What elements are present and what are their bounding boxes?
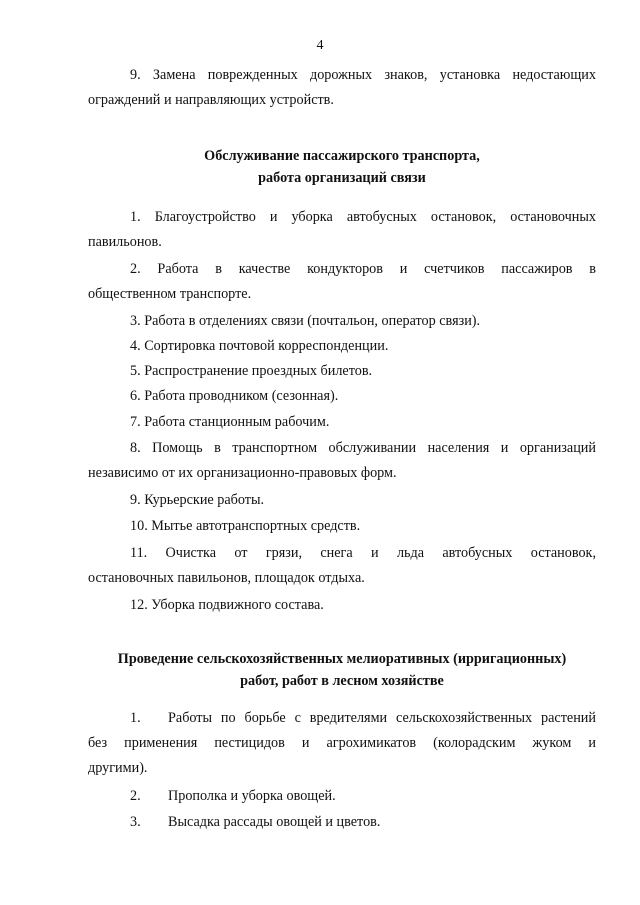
section-1-item-12 [88,593,596,618]
section-1-item-10 [88,514,596,539]
section-2-heading-line: Проведение сельскохозяйственных мелиоративных (ирригационных) [117,651,567,667]
item-line: 5. Распространение проездных билетов. [130,363,373,379]
section-2-item-1 [88,706,596,781]
section-1-item-7 [88,410,596,435]
item-line: 1. Благоустройство и уборка автобусных остановок, остановочных [130,209,596,225]
section-1-heading-line: Обслуживание пассажирского транспорта, [204,148,480,164]
item-line: 10. Мытье автотранспортных средств. [130,518,361,534]
section-1-heading-line: работа организаций связи [258,170,426,186]
item-line: павильонов. [88,234,162,250]
item-text: Работы по борьбе с вредителями сельскохозяйственных растений [168,710,596,726]
section-1-item-1 [88,205,596,255]
item-line: независимо от их организационно-правовых форм. [88,465,397,481]
section-1-heading [88,145,596,189]
item-line: 11. Очистка от грязи, снега и льда автобусных остановок, [130,545,596,561]
top-item-line: ограждений и направляющих устройств. [88,92,334,108]
section-1-item-9 [88,488,596,513]
item-line [88,784,596,809]
item-line: 7. Работа станционным рабочим. [130,414,330,430]
item-line: 2. Работа в качестве кондукторов и счетчиков пассажиров в [130,261,596,277]
item-line: 9. Курьерские работы. [130,492,265,508]
item-line: 6. Работа проводником (сезонная). [130,388,339,404]
page-number: 4 [316,38,324,53]
section-1-item-4 [88,334,596,359]
item-line: общественном транспорте. [88,286,252,302]
section-2-item-2 [88,784,596,809]
section-1-item-3 [88,309,596,334]
item-line: 8. Помощь в транспортном обслуживании населения и организаций [130,440,596,456]
section-1-item-5 [88,359,596,384]
item-line: остановочных павильонов, площадок отдыха. [88,570,365,586]
item-line: другими). [88,760,148,776]
section-1-item-2 [88,257,596,307]
item-line [88,706,596,731]
item-line: 4. Сортировка почтовой корреспонденции. [130,338,389,354]
top-item-line: 9. Замена поврежденных дорожных знаков, установка недостающих [130,67,596,83]
section-1-item-8 [88,436,596,486]
section-2-item-3 [88,810,596,835]
section-2-heading-line: работ, работ в лесном хозяйстве [240,673,444,689]
item-number: 1. [130,710,141,726]
item-number: 2. [130,788,141,804]
item-text: Прополка и уборка овощей. [168,788,336,804]
section-1-item-11 [88,541,596,591]
item-number: 3. [130,814,141,830]
item-line [88,810,596,835]
section-1-item-6 [88,384,596,409]
item-text: Высадка рассады овощей и цветов. [168,814,381,830]
item-line: 3. Работа в отделениях связи (почтальон, оператор связи). [130,313,481,329]
item-line: 12. Уборка подвижного состава. [130,597,324,613]
item-line: без применения пестицидов и агрохимикатов (колорадским жуком и [88,735,596,751]
top-item-9 [88,63,596,113]
section-2-heading [88,648,596,692]
